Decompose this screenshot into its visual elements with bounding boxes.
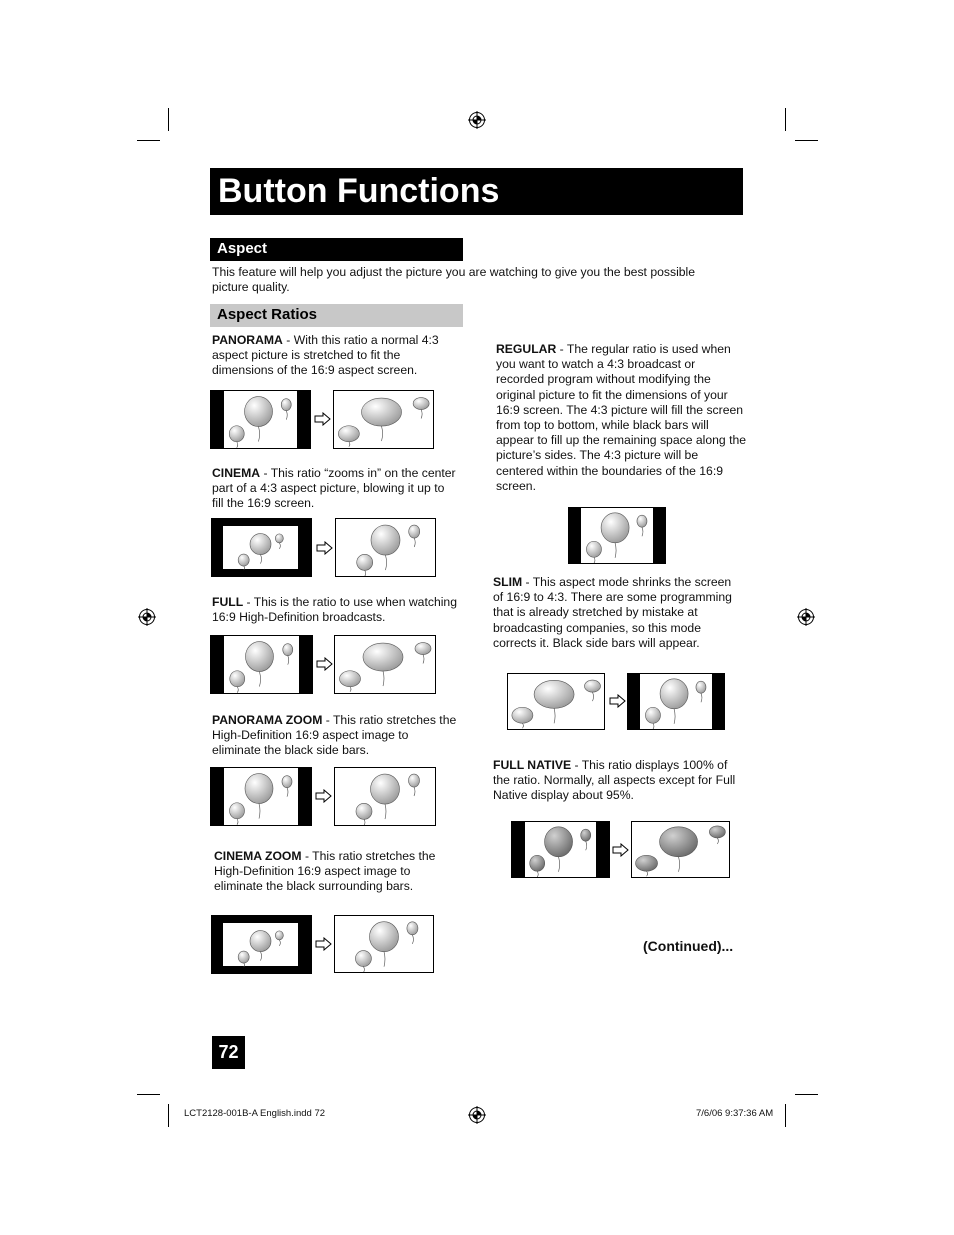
arrow-right-icon	[315, 937, 332, 951]
mode-desc: - This ratio displays 100% of the ratio. Normally, all aspects except for Full Native display about 95%.	[493, 758, 736, 803]
page-title: Button Functions	[210, 168, 743, 215]
balloon	[709, 826, 725, 838]
illustration-full-before	[210, 635, 313, 694]
illustration-cinema-after	[335, 518, 436, 577]
arrow-right-icon	[314, 412, 331, 426]
illustration-full-after	[334, 635, 436, 694]
balloon	[362, 398, 402, 426]
balloon	[356, 803, 372, 819]
illustration-panorama-zoom-after	[334, 767, 436, 826]
black-bar	[211, 391, 224, 448]
illustration-panorama-after	[333, 390, 434, 449]
crop-mark	[785, 1104, 786, 1127]
registration-mark-icon	[468, 111, 486, 129]
section-heading: Aspect	[210, 238, 463, 261]
intro-text: This feature will help you adjust the picture you are watching to give you the best possible picture quality.	[212, 265, 696, 295]
balloon	[250, 534, 271, 555]
crop-mark	[137, 140, 160, 141]
footer-timestamp: 7/6/06 9:37:36 AM	[696, 1108, 774, 1119]
illustration-full-native-before	[511, 821, 610, 878]
mode-regular-text	[496, 342, 746, 494]
black-bar	[653, 508, 665, 563]
footer-file: LCT2128-001B-A English.indd 72	[184, 1108, 326, 1119]
illustration-panorama-before	[210, 390, 311, 449]
balloon	[413, 398, 429, 410]
balloon-image	[212, 916, 311, 973]
balloon	[275, 931, 283, 940]
black-bar	[212, 916, 223, 973]
balloon	[696, 681, 706, 693]
balloon	[371, 774, 400, 804]
crop-mark	[168, 108, 169, 131]
balloon	[636, 855, 658, 871]
balloon	[355, 951, 371, 967]
black-bar	[297, 391, 310, 448]
mode-name: CINEMA	[212, 466, 261, 480]
balloon	[357, 554, 373, 570]
balloon	[281, 399, 291, 411]
illustration-slim-after	[627, 673, 725, 730]
balloon	[371, 525, 400, 555]
balloon	[250, 931, 271, 952]
crop-mark	[137, 1094, 160, 1095]
mode-desc: - This is the ratio to use when watching 16:9 High-Definition broadcasts.	[212, 595, 457, 625]
illustration-cinema-zoom-after	[334, 915, 434, 973]
crop-mark	[795, 1094, 818, 1095]
mode-desc: - The regular ratio is used when you want to watch a 4:3 broadcast or recorded program without modifying the original picture to fit the dimensions of your 16:9 screen. The 4:3 picture will fill the screen from top to bottom, while black bars will appear to fill up the remaining space along the picture’s sides. The 4:3 picture will be centered within the boundaries of the 16:9 screen.	[496, 342, 747, 493]
crop-mark	[168, 1104, 169, 1127]
mode-desc: - This aspect mode shrinks the screen of 16:9 to 4:3. There are some programming that is already stretched by mistake at broadcasting companies, so this mode corrects it. Black side bars will appear.	[493, 575, 732, 650]
balloon	[230, 671, 245, 687]
mode-desc: - This ratio stretches the High-Definition 16:9 aspect image to eliminate the black side bars.	[212, 713, 457, 758]
black-bar	[596, 822, 609, 877]
black-bar	[298, 768, 311, 825]
balloon-image	[508, 674, 604, 729]
registration-mark-icon	[797, 608, 815, 626]
balloon	[645, 707, 660, 723]
balloon	[229, 426, 244, 442]
mode-name: PANORAMA ZOOM	[212, 713, 323, 727]
arrow-right-icon	[316, 657, 333, 671]
balloon	[245, 642, 273, 672]
balloon	[282, 776, 292, 788]
balloon	[409, 525, 420, 538]
black-bar	[211, 768, 224, 825]
balloon	[363, 643, 403, 671]
mode-panorama-text	[212, 333, 452, 379]
balloon	[530, 855, 545, 871]
illustration-cinema-zoom-before	[211, 915, 312, 974]
balloon	[230, 803, 245, 819]
black-bar	[512, 822, 525, 877]
balloon-image	[211, 391, 310, 448]
mode-name: FULL	[212, 595, 244, 609]
balloon	[275, 534, 283, 543]
mode-panorama-zoom-text	[212, 713, 457, 759]
arrow-right-icon	[609, 694, 626, 708]
black-bar	[299, 636, 312, 693]
balloon	[545, 827, 573, 857]
mode-name: SLIM	[493, 575, 523, 589]
registration-mark-icon	[468, 1106, 486, 1124]
balloon-image	[211, 636, 312, 693]
balloon	[637, 515, 647, 527]
balloon-image	[335, 636, 435, 693]
black-bar	[212, 966, 311, 973]
balloon-image	[335, 768, 435, 825]
mode-desc: - This ratio stretches the High-Definition 16:9 aspect image to eliminate the black surrounding bars.	[214, 849, 436, 894]
balloon-image	[628, 674, 724, 729]
balloon-image	[212, 519, 311, 576]
black-bar	[298, 916, 311, 973]
balloon-image	[335, 916, 433, 972]
mode-name: REGULAR	[496, 342, 557, 356]
black-bar	[628, 674, 640, 729]
balloon	[586, 541, 601, 557]
balloon-image	[336, 519, 435, 576]
black-bar	[212, 519, 223, 576]
illustration-cinema-before	[211, 518, 312, 577]
mode-desc: - With this ratio a normal 4:3 aspect picture is stretched to fit the dimensions of the 16:9 aspect screen.	[212, 333, 439, 378]
subsection-heading: Aspect Ratios	[210, 304, 463, 327]
black-bar	[212, 569, 311, 576]
balloon	[238, 951, 249, 963]
mode-cinema-zoom-text	[214, 849, 454, 895]
mode-name: FULL NATIVE	[493, 758, 572, 772]
registration-mark-icon	[138, 608, 156, 626]
balloon	[581, 829, 591, 841]
balloon-image	[211, 768, 311, 825]
balloon	[283, 644, 293, 656]
black-bar	[569, 508, 581, 563]
balloon	[245, 774, 273, 804]
balloon-image	[569, 508, 665, 563]
balloon	[584, 680, 600, 692]
black-bar	[212, 519, 311, 526]
mode-cinema-text	[212, 466, 457, 512]
crop-mark	[785, 108, 786, 131]
illustration-full-native-after	[631, 821, 730, 878]
crop-mark	[795, 140, 818, 141]
page-number: 72	[212, 1036, 245, 1069]
mode-full-text	[212, 595, 457, 625]
balloon	[238, 554, 249, 566]
black-bar	[212, 916, 311, 923]
mode-slim-text	[493, 575, 733, 651]
arrow-right-icon	[612, 843, 629, 857]
balloon	[660, 827, 698, 857]
mode-name: CINEMA ZOOM	[214, 849, 302, 863]
mode-desc: - This ratio “zooms in” on the center part of a 4:3 aspect picture, blowing it up to fill the 16:9 screen.	[212, 466, 456, 511]
balloon	[660, 679, 688, 709]
balloon-image	[334, 391, 433, 448]
arrow-right-icon	[315, 789, 332, 803]
mode-full-native-text	[493, 758, 743, 804]
illustration-slim-before	[507, 673, 605, 730]
balloon	[409, 774, 420, 787]
balloon	[512, 707, 533, 723]
black-bar	[712, 674, 724, 729]
balloon-image	[632, 822, 729, 877]
illustration-regular	[568, 507, 666, 564]
black-bar	[211, 636, 224, 693]
balloon	[534, 680, 574, 708]
arrow-right-icon	[316, 541, 333, 555]
balloon	[338, 426, 359, 442]
continued-label: (Continued)...	[643, 938, 734, 954]
mode-name: PANORAMA	[212, 333, 283, 347]
black-bar	[298, 519, 311, 576]
balloon	[340, 671, 361, 687]
balloon	[407, 922, 418, 935]
balloon	[415, 643, 431, 655]
balloon	[245, 397, 273, 427]
balloon-image	[512, 822, 609, 877]
balloon	[601, 513, 629, 543]
illustration-panorama-zoom-before	[210, 767, 312, 826]
balloon	[370, 922, 399, 952]
